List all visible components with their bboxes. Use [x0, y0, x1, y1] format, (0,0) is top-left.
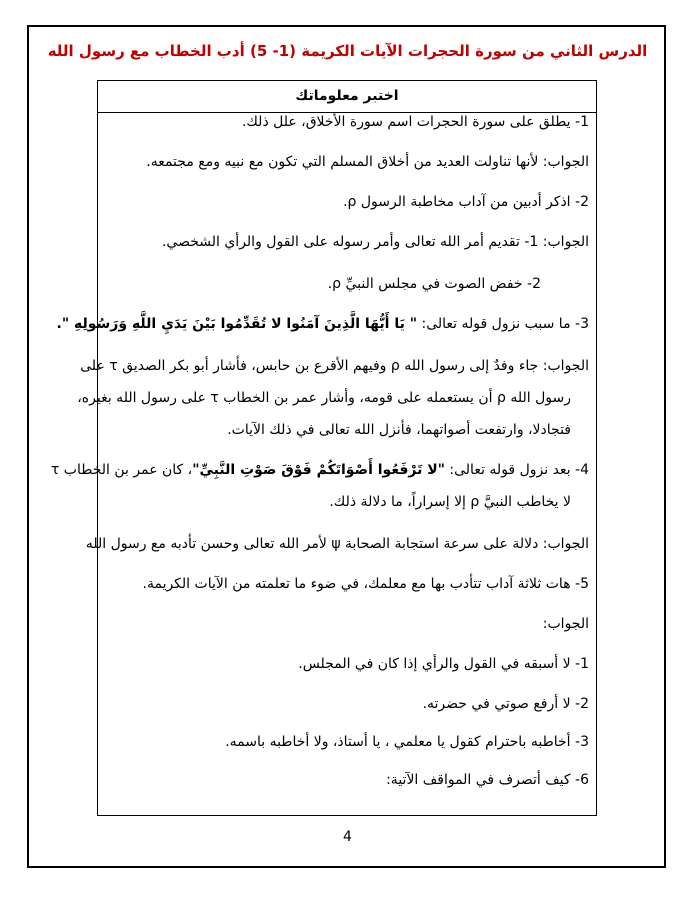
page-number: 4	[343, 829, 352, 845]
question-1: 1- يطلق على سورة الحجرات اسم سورة الأخلاق، علل ذلك.	[241, 114, 589, 130]
question-3	[57, 316, 589, 332]
lesson-title: الدرس الثاني من سورة الحجرات الآيات الكريمة (1- 5) أدب الخطاب مع رسول الله	[47, 42, 648, 60]
question-4-line-2: لا يخاطب النبيَّ ρ إلا إسراراً، ما دلالة ذلك.	[329, 494, 571, 510]
answer-2-item-1: الجواب: 1- تقديم أمر الله تعالى وأمر رسوله على القول والرأي الشخصي.	[161, 234, 589, 250]
question-4-text: 4- بعد نزول قوله تعالى:	[444, 462, 589, 478]
answer-3-line-3: فتجادلا، وارتفعت أصواتهما، فأنزل الله تعالى في ذلك الآيات.	[227, 422, 571, 438]
answer-3-line-1: الجواب: جاء وفدٌ إلى رسول الله ρ وفيهم الأقرع بن حابس، فأشار أبو بكر الصديق τ على	[80, 358, 589, 374]
answer-5-item-2: 2- لا أرفع صوتي في حضرته.	[422, 696, 589, 712]
section-header: اختبر معلوماتك	[98, 81, 596, 113]
question-4-line-1	[51, 462, 589, 478]
answer-3-line-2: رسول الله ρ أن يستعمله على قومه، وأشار عمر بن الخطاب τ على رسول الله بغيره،	[77, 390, 571, 406]
question-4-text-end: ، كان عمر بن الخطاب τ	[50, 462, 193, 478]
answer-5-item-3: 3- أخاطبه باحترام كقول يا معلمي ، يا أستاذ، ولا أخاطبه باسمه.	[225, 734, 589, 750]
answer-5-label: الجواب:	[542, 616, 589, 632]
question-2: 2- اذكر أدبين من آداب مخاطبة الرسول ρ.	[343, 194, 589, 210]
answer-5-item-1: 1- لا أسبقه في القول والرأي إذا كان في المجلس.	[298, 656, 589, 672]
question-6: 6- كيف أتصرف في المواقف الآتية:	[386, 772, 589, 788]
answer-1: الجواب: لأنها تناولت العديد من أخلاق المسلم التي تكون مع نبيه ومع مجتمعه.	[146, 154, 589, 170]
question-4-verse: "لا تَرْفَعُوا أَصْوَاتَكُمْ فَوْقَ صَوْتِ النَّبِيِّ"	[192, 462, 445, 478]
answer-4: الجواب: دلالة على سرعة استجابة الصحابة ψ لأمر الله تعالى وحسن تأدبه مع رسول الله	[85, 536, 589, 552]
question-5: 5- هات ثلاثة آداب تتأدب بها مع معلمك، في ضوء ما تعلمته من الآيات الكريمة.	[142, 576, 589, 592]
answer-2-item-2: 2- خفض الصوت في مجلس النبيِّ ρ.	[327, 276, 541, 292]
question-3-text: 3- ما سبب نزول قوله تعالى:	[417, 316, 589, 332]
question-3-verse: " يَا أَيُّهَا الَّذِينَ آمَنُوا لا تُقَدِّمُوا بَيْنَ يَدَيِ اللَّهِ وَرَسُولِهِ ".	[56, 316, 418, 332]
